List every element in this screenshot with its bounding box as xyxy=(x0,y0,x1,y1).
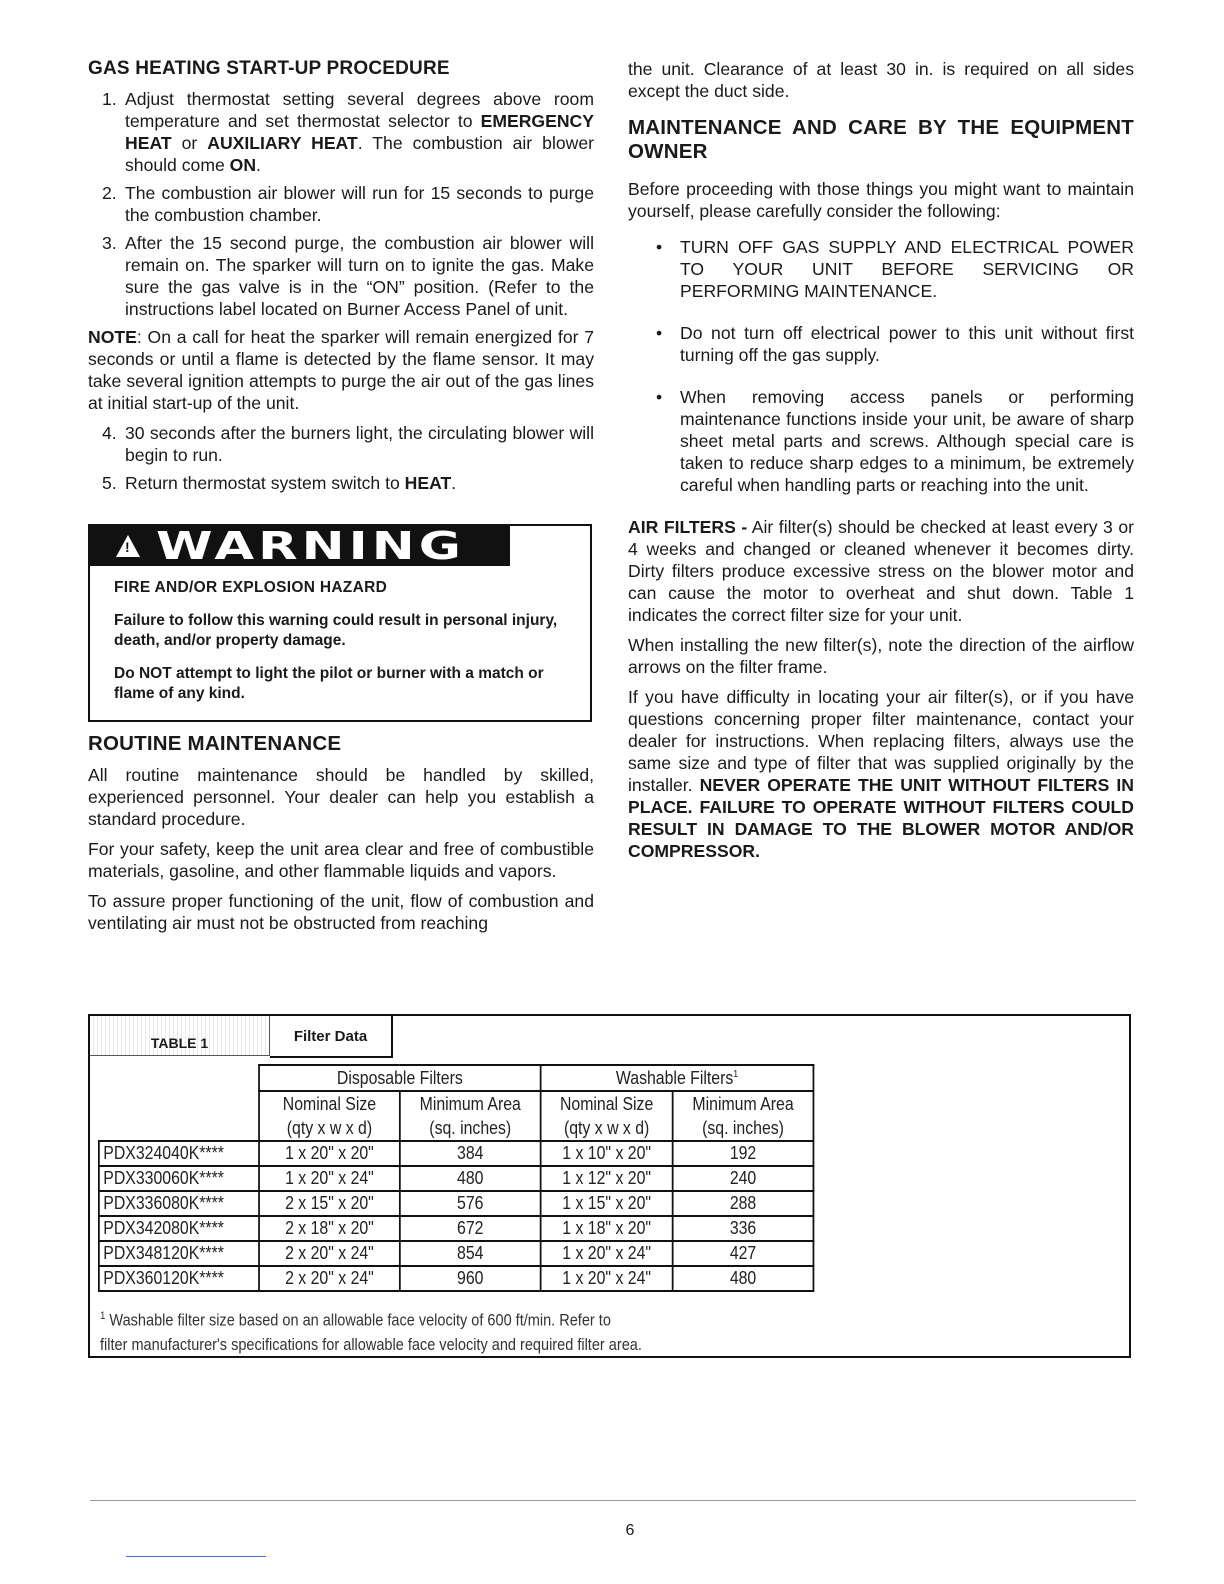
routine-paragraph-2: For your safety, keep the unit area clear and free of combustible materials, gasoline, and other flammable liquids and vapors. xyxy=(88,839,594,881)
step-number: 2. xyxy=(102,183,117,203)
bullet-item: • Do not turn off electrical power to this unit without first turning off the gas supply. xyxy=(656,323,1134,365)
step-2: 2. The combustion air blower will run for 15 seconds to purge the combustion chamber. xyxy=(102,183,594,225)
step-4: 4. 30 seconds after the burners light, the circulating blower will begin to run. xyxy=(102,423,594,465)
safety-bullets xyxy=(628,236,1134,496)
emergency-heat: EMERGENCY HEAT xyxy=(125,111,594,153)
routine-maintenance-section xyxy=(88,732,594,942)
table-column-header xyxy=(99,1091,814,1141)
step-number: 3. xyxy=(102,233,117,253)
table-row: PDX336080K**** 2 x 15" x 20" 576 1 x 15" x 20" 288 xyxy=(99,1191,814,1216)
washable-filters-header: Washable Filters$^1$ xyxy=(541,1065,814,1091)
air-filters-label: AIR FILTERS - xyxy=(628,517,748,537)
install-paragraph: When installing the new filter(s), note the direction of the airflow arrows on the filter frame. xyxy=(628,635,1134,677)
bullet-icon: • xyxy=(656,323,663,343)
col-wash-min-area: Minimum Area (sq. inches) xyxy=(673,1091,814,1141)
warning-line-1: Failure to follow this warning could result in personal injury, death, and/or property damage. xyxy=(114,612,558,649)
col-wash-nominal: Nominal Size (qty x w x d) xyxy=(541,1091,673,1141)
warning-box xyxy=(88,524,592,722)
table-row: PDX348120K**** 2 x 20" x 24" 854 1 x 20" x 24" 427 xyxy=(99,1241,814,1266)
routine-paragraph-1: All routine maintenance should be handled by skilled, experienced personnel. Your dealer can help you establish a standard procedure. xyxy=(88,765,594,829)
table-tab-label: TABLE 1 xyxy=(90,1016,270,1056)
bullet-icon: • xyxy=(656,387,663,407)
warning-triangle-icon: ! xyxy=(116,535,140,557)
page-number: 6 xyxy=(625,1522,635,1539)
step-1: 1. Adjust thermostat setting several degrees above room temperature and set thermostat selector to EMERGENCY HEAT or AUXILIARY HEAT. The combustion air blower should come ON. xyxy=(102,89,594,175)
left-column xyxy=(88,58,594,500)
table-row: PDX342080K**** 2 x 18" x 20" 672 1 x 18" x 20" 336 xyxy=(99,1216,814,1241)
bullet-item: • TURN OFF GAS SUPPLY AND ELECTRICAL POWER TO YOUR UNIT BEFORE SERVICING OR PERFORMING MAINTENANCE. xyxy=(656,237,1134,301)
table-footnote: $^1$ Washable filter size based on an allowable face velocity of 600 ft/min. Refer to filter manufacturer's specifications for allowable face velocity and required filter area. xyxy=(100,1310,642,1354)
auxiliary-heat: AUXILIARY HEAT xyxy=(207,133,358,153)
right-column xyxy=(628,58,1134,870)
startup-steps xyxy=(88,88,594,320)
step-3: 3. After the 15 second purge, the combustion air blower will remain on. The sparker will turn on to ignite the gas. Make sure the gas valve is in the “ON” position. (Refer to the instructions label located on Burner Access Panel of unit. xyxy=(102,233,594,319)
difficulty-paragraph: If you have difficulty in locating your air filter(s), or if you have questions concerning proper filter maintenance, contact your dealer for instructions. When replacing filters, always use the same size and type of filter that was supplied originally by the installer. NEVER OPERATE THE UNIT WITHOUT FILTERS IN PLACE. FAILURE TO OPERATE WITHOUT FILTERS COULD RESULT IN DAMAGE TO THE BLOWER MOTOR AND/OR COMPRESSOR. xyxy=(628,687,1134,861)
step-5: 5. Return thermostat system switch to HEAT. xyxy=(102,473,457,493)
routine-maintenance-heading: ROUTINE MAINTENANCE xyxy=(88,732,342,755)
filter-data-table-panel xyxy=(88,1014,1131,1358)
warning-line-2: Do NOT attempt to light the pilot or burner with a match or flame of any kind. xyxy=(114,665,544,702)
maintenance-care-heading: MAINTENANCE AND CARE BY THE EQUIPMENT OWNER xyxy=(628,116,1134,163)
warning-word: WARNING xyxy=(156,524,465,568)
gas-heating-heading: GAS HEATING START-UP PROCEDURE xyxy=(88,58,450,79)
warning-banner xyxy=(90,526,510,566)
warning-body xyxy=(90,566,590,704)
step-number: 5. xyxy=(102,473,117,493)
table-row: PDX330060K**** 1 x 20" x 24" 480 1 x 12" x 20" 240 xyxy=(99,1166,814,1191)
bullet-icon: • xyxy=(656,237,663,257)
bullet-item: • When removing access panels or performing maintenance functions inside your unit, be aware of sharp sheet metal parts and screws. Although special care is taken to reduce sharp edges to a minimum, be extremely careful when handling parts or reaching into the unit. xyxy=(656,387,1134,495)
col-disp-nominal: Nominal Size (qty x w x d) xyxy=(259,1091,400,1141)
table-group-header xyxy=(99,1065,814,1091)
table-row: PDX324040K**** 1 x 20" x 20" 384 1 x 10" x 20" 192 xyxy=(99,1141,814,1166)
warning-hazard: FIRE AND/OR EXPLOSION HAZARD xyxy=(114,579,388,596)
step-number: 1. xyxy=(102,89,117,109)
routine-paragraph-3: To assure proper functioning of the unit, flow of combustion and ventilating air must not be obstructed from reaching xyxy=(88,891,594,933)
note-label: NOTE xyxy=(88,327,137,347)
table-title: Filter Data xyxy=(270,1016,393,1058)
table-row: PDX360120K**** 2 x 20" x 24" 960 1 x 20" x 24" 480 xyxy=(99,1266,814,1291)
disposable-filters-header: Disposable Filters xyxy=(259,1065,541,1091)
startup-steps-continued xyxy=(88,422,594,494)
note-paragraph: NOTE: On a call for heat the sparker will remain energized for 7 seconds or until a flame is detected by the flame sensor. It may take several ignition attempts to purge the air out of the gas lines at initial start-up of the unit. xyxy=(88,327,594,413)
maintenance-intro: Before proceeding with those things you might want to maintain yourself, please carefully consider the following: xyxy=(628,179,1134,221)
continued-paragraph: the unit. Clearance of at least 30 in. is required on all sides except the duct side. xyxy=(628,59,1134,101)
col-disp-min-area: Minimum Area (sq. inches) xyxy=(400,1091,541,1141)
footer-divider xyxy=(90,1500,1136,1501)
footer-link-line xyxy=(126,1556,266,1557)
air-filters-paragraph: AIR FILTERS - Air filter(s) should be checked at least every 3 or 4 weeks and changed or cleaned whenever it becomes dirty. Dirty filters produce excessive stress on the blower motor and can cause the motor to overheat and shut down. Table 1 indicates the correct filter size for your unit. xyxy=(628,517,1134,625)
step-number: 4. xyxy=(102,423,117,443)
filter-table xyxy=(98,1064,814,1292)
never-operate-warning: NEVER OPERATE THE UNIT WITHOUT FILTERS IN PLACE. FAILURE TO OPERATE WITHOUT FILTERS COULD RESULT IN DAMAGE TO THE BLOWER MOTOR AND/OR COMPRESSOR. xyxy=(628,775,1134,861)
